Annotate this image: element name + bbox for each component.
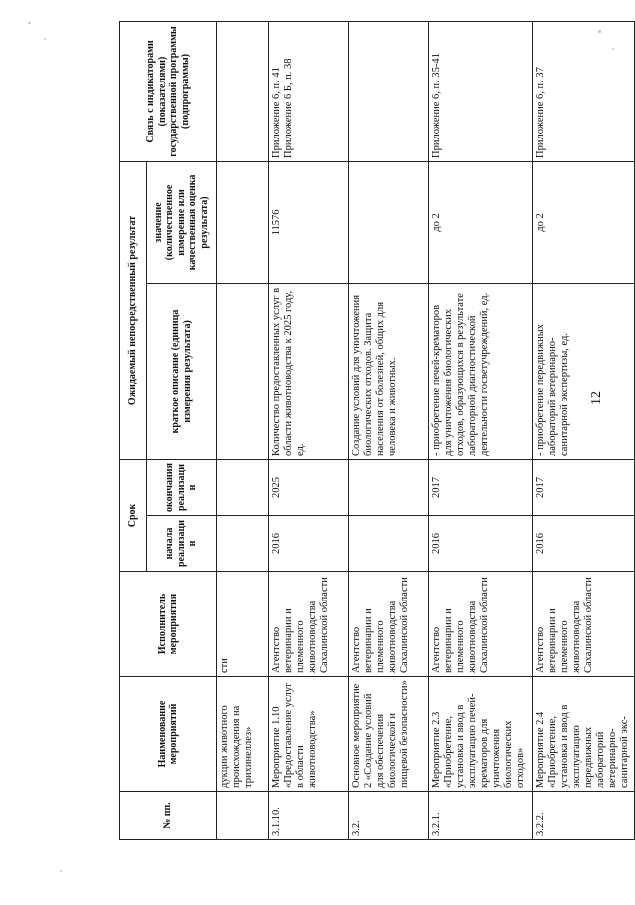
table-row <box>429 21 533 839</box>
cell-num: 3.1.10. <box>269 792 349 840</box>
scan-speck <box>60 870 62 872</box>
cell-name: Основное мероприятие 2 «Создание условий для обеспечения биологической и пищевой безопасности» <box>349 677 429 792</box>
cell-value <box>217 161 269 283</box>
cell-link: Приложение 6, п. 35-41 <box>429 21 533 161</box>
cell-end <box>349 459 429 515</box>
table-row <box>349 21 429 839</box>
cell-end: 2025 <box>269 459 349 515</box>
cell-name: дукции животного происхождения на трихинеллез» <box>217 677 269 792</box>
cell-start: 2016 <box>269 516 349 572</box>
cell-name: Мероприятие 1.10 «Предоставление услуг в области животноводства» <box>269 677 349 792</box>
header-result-desc: краткое описание (единица измерения результата) <box>147 283 217 459</box>
cell-executor: Агентство ветеринарии и племенного животноводства Сахалинской области <box>533 572 635 677</box>
cell-desc: Создание условий для уничтожения биологических отходов. Защита населения от болезней, общих для человека и животных. <box>349 283 429 459</box>
cell-desc: - приобретение передвижных лабораторий ветеринарно-санитарной экспертизы, ед. <box>533 283 635 459</box>
table-row <box>269 21 349 839</box>
cell-link <box>217 21 269 161</box>
cell-desc: Количество предоставленных услуг в области животноводства к 2025 году, ед. <box>269 283 349 459</box>
scan-speck <box>28 22 31 24</box>
cell-end: 2017 <box>429 459 533 515</box>
table-header-row <box>120 21 147 839</box>
cell-num: 3.2.2. <box>533 792 635 840</box>
header-result: Ожидаемый непосредственный результат <box>120 161 147 459</box>
cell-name: Мероприятие 2.4 «Приобретение, установка и ввод в эксплуатацию передвижных лабораторий ветеринарно-санитарной экс- <box>533 677 635 792</box>
cell-desc: - приобретение печей-крематоров для уничтожения биологических отходов, образующихся в результате лабораторной диагностической деятельности госветучреждений, ед. <box>429 283 533 459</box>
cell-executor: Агентство ветеринарии и племенного животноводства Сахалинской области <box>269 572 349 677</box>
cell-start: 2016 <box>533 516 635 572</box>
header-term-start: начала реализации <box>147 516 217 572</box>
cell-value: 11576 <box>269 161 349 283</box>
cell-end <box>217 459 269 515</box>
cell-link: Приложение 6, п. 37 <box>533 21 635 161</box>
cell-executor: сти <box>217 572 269 677</box>
page-number: 12 <box>589 391 604 405</box>
table-row <box>217 21 269 839</box>
header-executor: Исполнитель мероприятия <box>120 572 217 677</box>
header-name: Наименование мероприятий <box>120 677 217 792</box>
cell-end: 2017 <box>533 459 635 515</box>
cell-value: до 2 <box>429 161 533 283</box>
header-term: Срок <box>120 459 147 571</box>
activities-table <box>119 21 635 840</box>
header-num: № пп. <box>120 792 217 840</box>
cell-executor: Агентство ветеринарии и племенного животноводства Сахалинской области <box>429 572 533 677</box>
cell-num <box>217 792 269 840</box>
cell-link <box>349 21 429 161</box>
cell-num: 3.2. <box>349 792 429 840</box>
cell-num: 3.2.1. <box>429 792 533 840</box>
cell-start <box>349 516 429 572</box>
table-row <box>533 21 635 839</box>
cell-desc <box>217 283 269 459</box>
cell-start <box>217 516 269 572</box>
cell-value <box>349 161 429 283</box>
cell-start: 2016 <box>429 516 533 572</box>
cell-link: Приложение 6, п. 41 Приложение 6 Б, п. 38 <box>269 21 349 161</box>
header-term-end: окончания реализации <box>147 459 217 515</box>
header-link: Связь с индикаторами (показателями) государственной программы (подпрограммы) <box>120 21 217 161</box>
header-result-value: значение (количественное измерение или качественная оценка результата) <box>147 161 217 283</box>
scan-speck <box>44 38 46 40</box>
cell-value: до 2 <box>533 161 635 283</box>
cell-executor: Агентство ветеринарии и племенного животноводства Сахалинской области <box>349 572 429 677</box>
cell-name: Мероприятие 2.3 «Приобретение, установка и ввод в эксплуатацию печей-крематоров для уничтожения биологических отходов» <box>429 677 533 792</box>
